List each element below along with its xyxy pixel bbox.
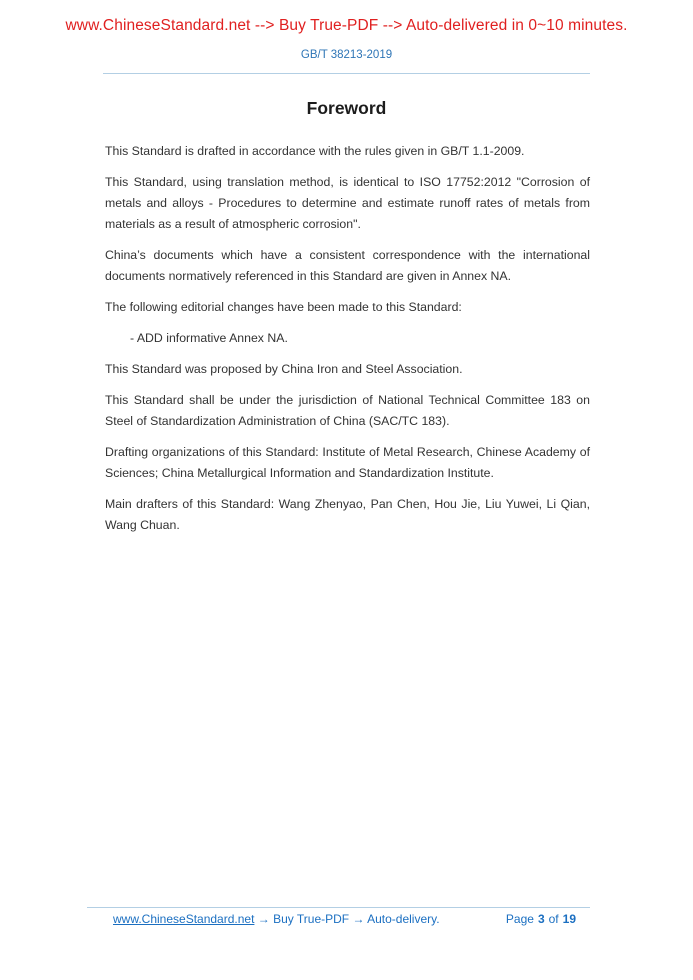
paragraph: The following editorial changes have been made to this Standard: — [105, 300, 462, 314]
of-label: of — [548, 912, 559, 926]
paragraph-list-item: - ADD informative Annex NA. — [130, 331, 288, 345]
paragraph: This Standard is drafted in accordance with the rules given in GB/T 1.1-2009. — [105, 144, 525, 158]
footer-tagline — [113, 912, 440, 926]
top-banner-text: www.ChineseStandard.net --> Buy True-PDF --> Auto-delivered in 0~10 minutes. — [65, 17, 628, 34]
paragraph: Main drafters of this Standard: Wang Zhenyao, Pan Chen, Hou Jie, Liu Yuwei, Li Qian, Wang Chuan. — [105, 497, 590, 532]
standard-number: GB/T 38213-2019 — [300, 49, 393, 61]
footer-site-link[interactable]: www.ChineseStandard.net — [113, 912, 255, 926]
page-indicator — [504, 912, 578, 926]
footer — [87, 907, 590, 926]
page-title: Foreword — [306, 98, 387, 118]
paragraph: This Standard shall be under the jurisdiction of National Technical Committee 183 on Steel of Standardization Administration of China (SAC/TC 183). — [105, 393, 590, 428]
page-current: 3 — [537, 912, 545, 926]
page-total: 19 — [562, 912, 576, 926]
header-divider — [103, 73, 590, 74]
paragraph: Drafting organizations of this Standard: Institute of Metal Research, Chinese Academy of Sciences; China Metallurgical Information and Standardization Institute. — [105, 445, 590, 480]
document-body — [105, 141, 590, 546]
page-label: Page — [505, 912, 534, 926]
paragraph: China’s documents which have a consistent correspondence with the international documents normatively referenced in this Standard are given in Annex NA. — [105, 248, 590, 283]
paragraph: This Standard, using translation method, is identical to ISO 17752:2012 "Corrosion of metals and alloys - Procedures to determine and estimate runoff rates of metals from materials as a result of atmospheric corrosion". — [105, 175, 590, 231]
paragraph: This Standard was proposed by China Iron and Steel Association. — [105, 362, 463, 376]
footer-tagline-text: → Buy True-PDF → Auto-delivery. — [254, 912, 440, 926]
